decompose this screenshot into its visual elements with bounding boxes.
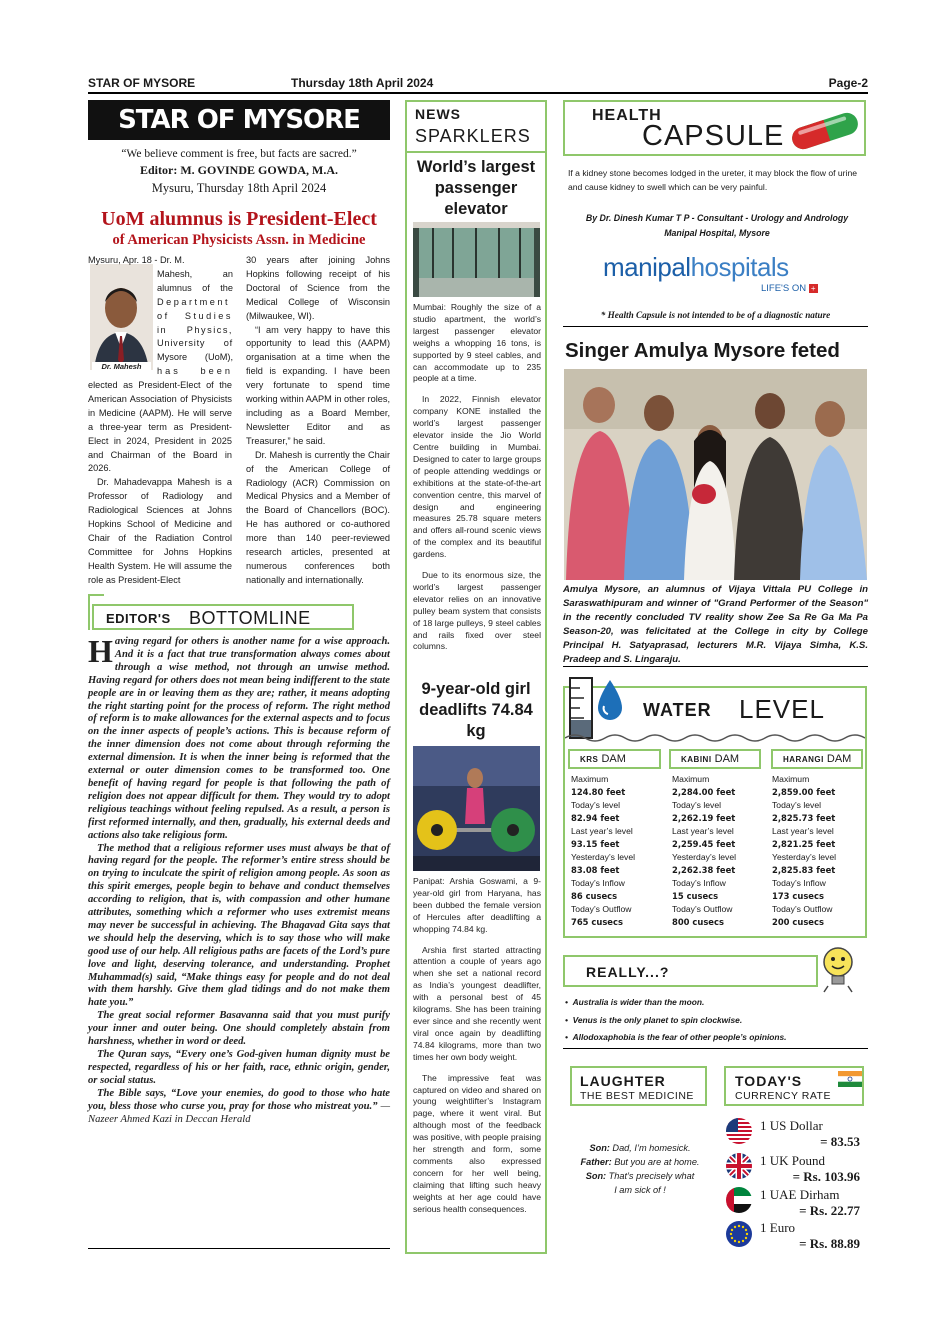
paragraph: 30 years after joining Johns Hopkins following receipt of his Doctoral of Science from the Medical College of Wisconsin (Milwaukee, WI). xyxy=(246,255,390,321)
header-rule xyxy=(88,92,868,94)
currency-label-bold: TODAY'S xyxy=(735,1073,803,1089)
hospital: Manipal Hospital, Mysore xyxy=(664,228,770,238)
paragraph: aving regard for others is another name for a wise approach. And it is a fact that true transformation always comes about through a wise method, not through an unwise method. Having regard for others does not mean being indifferent to the state people are in or leaving them as they are; rather, it means adopting the right starting point for the process of reform. The right method of reform is to make allowances for the external aspects and to focus on the inner aspects of people’s actions. This is because reform of the inner dimension does not come about through reforming the external dimension. It is when the inner being is reformed that the external or outer dimension comes to be transformed too. One benefit of having regard for people is that following the path of religion does not appear difficult for them. They would try to adopt religious teachings without feeling repulsed. As a result, a person is first reformed internally, and then, gradually, his external deeds and actions also take religious form. xyxy=(88,636,390,841)
currency-value: = 83.53 xyxy=(820,1134,860,1149)
health-label: CAPSULE xyxy=(642,120,785,152)
really-facts xyxy=(565,994,865,1047)
uom-subhead: of American Physicists Assn. in Medicine xyxy=(112,232,366,248)
uom-column-1 xyxy=(88,379,232,588)
divider xyxy=(88,1248,390,1249)
currency-name: 1 UAE Dirham xyxy=(760,1187,840,1202)
reading-value: 83.08 feet xyxy=(571,865,620,875)
paragraph: In 2022, Finnish elevator company KONE installed the world’s largest passenger elevator inside the Jio World Centre building in Mumbai. Designed to cater to large groups of people attending weddings or exhibitions at the state-of-the-art convention centre, this marvel of design and engineering measures 25.78 square meters and offers all-round scenic views of the complex and its beautiful gardens. xyxy=(413,394,541,560)
list-item: • Allodoxaphobia is the fear of other people’s opinions. xyxy=(565,1032,787,1042)
dateline: Mysuru, Thursday 18th April 2024 xyxy=(151,181,327,195)
capsule-icon xyxy=(785,106,865,156)
dam-label: DAM xyxy=(826,753,852,765)
list-item: • Venus is the only planet to spin clockwise. xyxy=(565,1014,743,1025)
page-header xyxy=(88,74,868,94)
water-label-bold: WATER xyxy=(643,700,712,720)
eu-flag-icon xyxy=(726,1221,752,1247)
paragraph: Dr. Mahadevappa Mahesh is a Professor of Radiology and Radiological Sciences at Johns Hopkins School of Medicine and Chair of the Radiation Control Committee for Johns Hopkins Health System. He will assume the role as President-Elect xyxy=(88,477,232,585)
uk-flag-icon xyxy=(726,1153,752,1179)
reading-value: 2,262.19 feet xyxy=(672,813,736,823)
reading-label: Today’s level xyxy=(571,800,621,810)
divider xyxy=(563,666,868,667)
joke-line xyxy=(566,1155,714,1169)
joke-line xyxy=(566,1141,714,1155)
reading-value: 765 cusecs xyxy=(571,917,623,927)
intro-line: University of xyxy=(157,338,233,349)
laughter-label: THE BEST MEDICINE xyxy=(580,1090,694,1102)
currency-value: = Rs. 88.89 xyxy=(799,1236,860,1251)
speaker: Son: xyxy=(585,1171,607,1181)
photo-caption: Dr. Mahesh xyxy=(92,362,151,373)
currency-value: = Rs. 103.96 xyxy=(792,1169,860,1184)
us-flag-icon xyxy=(726,1118,752,1144)
reading-value: 2,825.83 feet xyxy=(772,865,836,875)
elevator-headline: World’s largest passenger elevator xyxy=(416,158,536,218)
reading-value: 173 cusecs xyxy=(772,891,824,901)
label: BOTTOMLINE xyxy=(189,608,311,628)
speaker: Son: xyxy=(589,1143,610,1153)
plus-icon: + xyxy=(809,284,818,293)
speaker: Father: xyxy=(580,1157,612,1167)
intro-line: alumnus of the xyxy=(157,282,233,293)
issue-date: Thursday 18th April 2024 xyxy=(291,76,434,90)
logo-tagline xyxy=(761,283,818,294)
joke xyxy=(566,1141,714,1197)
currency-name: 1 US Dollar xyxy=(760,1118,823,1133)
paragraph: The impressive feat was captured on video and shared on young weightlifter’s Instagram page, where it went viral. But although most of the feedback was positive, with people praising her strength and form, some comments also expressed concern for her well being, claiming that lifting such heavy weights at her age could have serious health consequences. xyxy=(413,1072,541,1214)
reading-label: Today’s level xyxy=(772,800,822,810)
paragraph: Mumbai: Roughly the size of a studio apartment, the world’s largest passenger elevator weighs a whopping 16 tons, is supported by 9 steel cables, and can accommodate up to 235 people at a time. xyxy=(413,302,541,384)
news-label: SPARKLERS xyxy=(415,126,531,146)
reading-label: Maximum xyxy=(571,774,609,784)
reading-label: Today’s Inflow xyxy=(772,878,826,888)
reading-label: Today’s level xyxy=(672,800,722,810)
reading-label: Last year’s level xyxy=(571,826,633,836)
paragraph: “I am very happy to have this opportunity to lead this (AAPM) organisation at a time when the field is expanding. I have been very fortunate to spend time working within AAPM in other roles, including as a Board Member, Newsletter Editor and as Treasurer,” he said. xyxy=(246,324,390,446)
reading-label: Today’s Outflow xyxy=(672,904,733,914)
page-number: Page-2 xyxy=(828,76,868,90)
label-bold: EDITOR'S xyxy=(106,611,171,626)
reading-label: Last year’s level xyxy=(672,826,734,836)
reading-value: 93.15 feet xyxy=(571,839,620,849)
paragraph: Panipat: Arshia Goswami, a 9-year-old girl from Haryana, has been dubbed the female version of Hercules after deadlifting a whopping 74.84 kg. xyxy=(413,876,541,934)
corner-accent xyxy=(88,594,104,630)
reading-value: 2,262.38 feet xyxy=(672,865,736,875)
water-wave xyxy=(565,730,865,746)
fact: Allodoxaphobia is the fear of other people’s opinions. xyxy=(572,1032,787,1042)
editors-bottomline-label xyxy=(92,604,354,630)
currency-label: CURRENCY RATE xyxy=(735,1090,831,1102)
paragraph: The Quran says, “Every one’s God-given human dignity must be respected, regardless of his or her faith, race, ethnic origin, gender, or social status. xyxy=(88,1049,390,1086)
dam-name: KRS xyxy=(580,755,599,764)
editor-line: Editor: M. GOVINDE GOWDA, M.A. xyxy=(140,163,338,177)
news-label-bold: NEWS xyxy=(415,106,461,122)
deadlift-story xyxy=(413,876,541,1215)
reading-label: Yesterday’s level xyxy=(672,852,737,862)
deadlift-photo xyxy=(413,746,540,871)
health-label-bold: HEALTH xyxy=(592,107,662,124)
krs-dam-tab xyxy=(568,749,661,769)
intro-line: in Physics, xyxy=(157,324,233,335)
line-text: Dad, I’m homesick. xyxy=(609,1143,691,1153)
joke-line xyxy=(566,1183,714,1197)
uom-column-2 xyxy=(246,254,390,588)
reading-value: 2,825.73 feet xyxy=(772,813,836,823)
uom-headline: UoM alumnus is President-Elect xyxy=(101,208,377,230)
singer-headline: Singer Amulya Mysore feted xyxy=(565,339,840,362)
dam-name: KABINI xyxy=(681,755,712,764)
reading-label: Today’s Inflow xyxy=(672,878,726,888)
paragraph: elected as President-Elect of the American Association of Physicists in Medicine (AAPM). He will serve a three-year term as President-Elect in 2024, President in 2025 and Chairman of the Board in 2026. xyxy=(88,380,232,474)
lightbulb-icon xyxy=(818,944,858,994)
intro-line: has been xyxy=(157,366,233,377)
reading-value: 86 cusecs xyxy=(571,891,618,901)
currency-value: = Rs. 22.77 xyxy=(799,1203,860,1218)
logo-part: hospitals xyxy=(690,252,789,282)
dam-label: DAM xyxy=(601,753,626,765)
reading-value: 82.94 feet xyxy=(571,813,620,823)
line-text: I am sick of ! xyxy=(614,1185,666,1195)
divider xyxy=(405,151,547,153)
drop-cap: H xyxy=(88,633,113,669)
credit: — Nazeer Ahmed Kazi in Deccan Herald xyxy=(88,1100,390,1125)
kabini-dam-tab xyxy=(669,749,761,769)
health-text: If a kidney stone becomes lodged in the ureter, it may block the flow of urine and cause kidney to swell which can be very painful. xyxy=(568,168,858,192)
paper-name: STAR OF MYSORE xyxy=(88,76,196,90)
reading-label: Today’s Inflow xyxy=(571,878,625,888)
paragraph: The Bible says, “Love your enemies, do good to those who hate you, bless those who curse you, pray for those who mistreat you.” xyxy=(88,1087,390,1112)
byline: By Dr. Dinesh Kumar T P - Consultant - Urology and Andrology xyxy=(585,213,849,223)
elevator-story xyxy=(413,302,541,653)
reading-value: 124.80 feet xyxy=(571,787,626,797)
harangi-dam-readings xyxy=(772,773,865,929)
masthead-info xyxy=(88,146,390,196)
health-byline xyxy=(568,211,866,241)
kabini-dam-readings xyxy=(672,773,767,929)
dam-label: DAM xyxy=(714,753,740,765)
water-label: LEVEL xyxy=(739,694,825,724)
reading-label: Maximum xyxy=(772,774,810,784)
elevator-photo xyxy=(413,222,540,297)
really-label: REALLY...? xyxy=(586,964,670,980)
currency-name: 1 Euro xyxy=(760,1220,796,1235)
uae-flag-icon xyxy=(726,1187,752,1213)
currency-name: 1 UK Pound xyxy=(760,1153,826,1168)
paragraph: Due to its enormous size, the world’s largest passenger elevator relies on an innovative pulley beam system that consists of 18 large pulleys, 9 steel cables and rails fixed over steel columns. xyxy=(413,570,541,652)
tagline: LIFE'S ON xyxy=(761,283,807,294)
reading-label: Today’s Outflow xyxy=(571,904,632,914)
motto: “We believe comment is free, but facts are sacred.” xyxy=(121,148,357,160)
health-disclaimer: * Health Capsule is not intended to be of a diagnostic nature xyxy=(600,310,831,320)
manipal-logo xyxy=(603,252,789,283)
krs-dam-readings xyxy=(571,773,666,929)
line-text: But you are at home. xyxy=(611,1157,700,1167)
logo-part: manipal xyxy=(603,252,691,282)
reading-value: 2,821.25 feet xyxy=(772,839,836,849)
line-text: That’s precisely what xyxy=(606,1171,695,1181)
reading-label: Today’s Outflow xyxy=(772,904,833,914)
singer-photo xyxy=(564,369,867,580)
intro-line: Mysore (UoM), xyxy=(157,352,233,363)
reading-label: Yesterday’s level xyxy=(571,852,636,862)
fact: Venus is the only planet to spin clockwise. xyxy=(572,1014,743,1025)
paragraph: The great social reformer Basavanna said that you must purify your inner and outer being. One should completely abstain from harshness, whether in word or deed. xyxy=(88,1010,390,1048)
paragraph: Arshia first started attracting attention a couple of years ago when she set a national record as India’s youngest deadlifter, with a personal best of 45 kilograms. She has been training ever since and she recently went viral once again by deadlifting 74.84 kilograms, more than two times her own body weight. xyxy=(413,944,541,1062)
harangi-dam-tab xyxy=(771,749,863,769)
india-flag-icon xyxy=(838,1071,862,1087)
deadlift-headline: 9-year-old girl deadlifts 74.84 kg xyxy=(419,680,533,740)
intro-line: Mysuru, Apr. 18 - Dr. M. xyxy=(88,255,185,265)
reading-value: 2,259.45 feet xyxy=(672,839,736,849)
intro-line: of Studies xyxy=(157,310,233,321)
reading-label: Maximum xyxy=(672,774,710,784)
reading-value: 15 cusecs xyxy=(672,891,719,901)
reading-value: 2,284.00 feet xyxy=(672,787,736,797)
dr-mahesh-photo xyxy=(90,264,153,370)
reading-label: Last year’s level xyxy=(772,826,834,836)
singer-caption: Amulya Mysore, an alumnus of Vijaya Vittala PU College in Saraswathipuram and winner of "Grand Performer of the Season" in the recently concluded TV reality show Zee Sa Re Ga Ma Pa Season-20, was felicitated at the College in city by College Principal H. Satyaprasad, lecturers M.R. Vijaya Simha, K.S. Pradeep and S. Lingaraju. xyxy=(563,584,868,665)
paragraph: Dr. Mahesh is currently the Chair of the American College of Radiology (ACR) Commission on Medical Physics and a Member of the Board of Chancellors (BOC). He has authored or co-authored more than 140 peer-reviewed research articles, presented at numerous conferences both nationally and internationally. xyxy=(246,449,390,585)
masthead-title: STAR OF MYSORE xyxy=(88,100,390,140)
intro-line: Mahesh, an xyxy=(157,268,233,279)
fact: Australia is wider than the moon. xyxy=(572,997,705,1007)
divider xyxy=(563,1048,868,1049)
paragraph: The method that a religious reformer uses must always be that of having regard for the people. The reformer’s entire stress should be on trying to inculcate the spirit of religion among people. As soon as this spirit emerges, people begin to behave and conduct themselves according to religion, that is, with compassion and other humane attributes, something which a reformer who uses extremist means may never be successful in achieving. The Bhagavad Gita says that we should help the deserving, which is to say those who will make good use of our help. All religious paths are facets of the Lord’s pure love and light, deserving tolerance, and understanding. Prophet Muhammad(s) said, “Make things easy for people and do not deal with them harshly. Give them glad tidings and do not make them hate you.” xyxy=(88,842,390,1009)
joke-line xyxy=(566,1169,714,1183)
reading-label: Yesterday’s level xyxy=(772,852,837,862)
intro-line: Department xyxy=(157,296,231,307)
laughter-label-bold: LAUGHTER xyxy=(580,1073,666,1089)
list-item: • Australia is wider than the moon. xyxy=(565,997,705,1007)
reading-value: 2,859.00 feet xyxy=(772,787,836,797)
divider xyxy=(563,326,868,327)
editorial-body xyxy=(88,633,390,1126)
reading-value: 800 cusecs xyxy=(672,917,724,927)
reading-value: 200 cusecs xyxy=(772,917,824,927)
dam-name: HARANGI xyxy=(783,755,824,764)
